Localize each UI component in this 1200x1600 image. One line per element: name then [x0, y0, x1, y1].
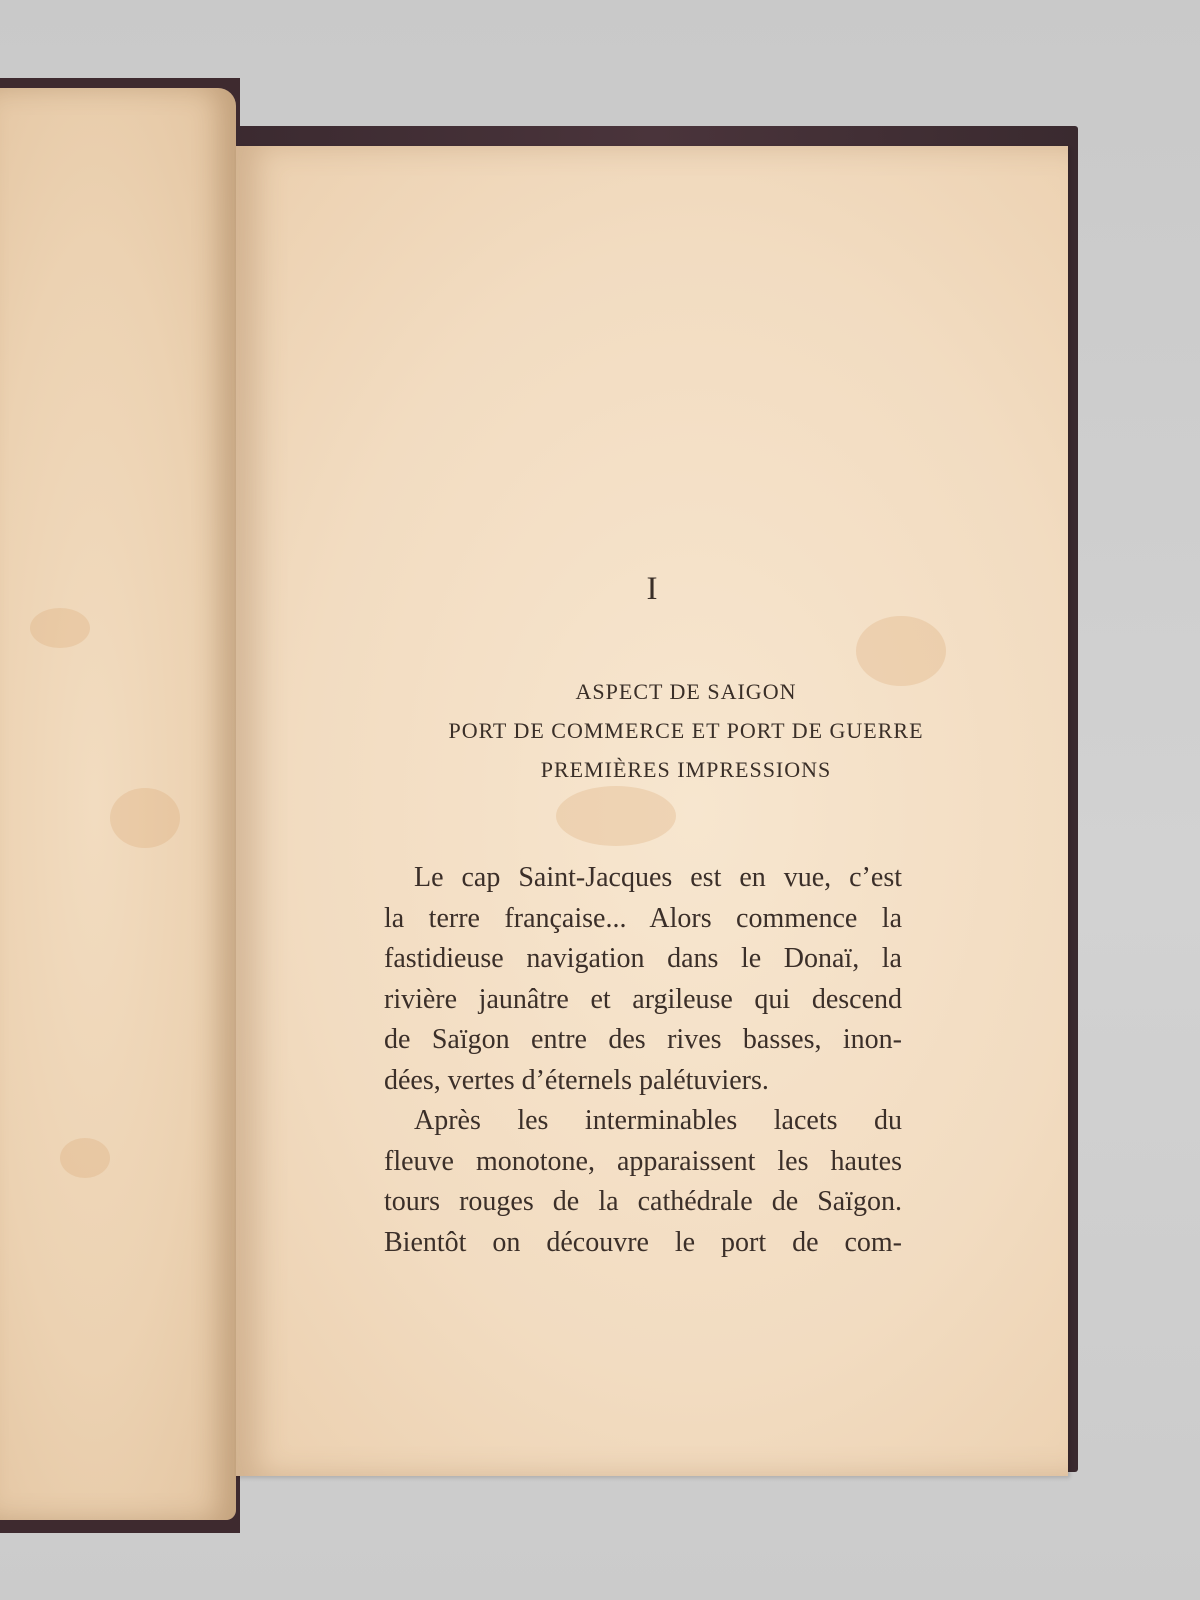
- body-text: [384, 858, 902, 1263]
- heading-line: PORT DE COMMERCE ET PORT DE GUERRE: [448, 718, 924, 743]
- heading-line: ASPECT DE SAIGON: [575, 679, 797, 704]
- text-line: Après les interminables lacets du: [414, 1105, 902, 1136]
- text-line: Le cap Saint-Jacques est en vue, c’est: [414, 862, 902, 893]
- chapter-number: I: [646, 571, 658, 607]
- text-line: fleuve monotone, apparaissent les hautes: [384, 1145, 902, 1177]
- text-line: fastidieuse navigation dans le Donaï, la: [384, 943, 902, 974]
- text-line: tours rouges de la cathédrale de Saïgon.: [384, 1186, 902, 1217]
- text-line: Bientôt on découvre le port de com-: [384, 1226, 902, 1258]
- chapter-headings: [376, 672, 996, 789]
- foxing-stain: [30, 608, 90, 648]
- text-line: rivière jaunâtre et argileuse qui descend: [384, 983, 902, 1015]
- right-page: [236, 146, 1068, 1476]
- heading-line: PREMIÈRES IMPRESSIONS: [540, 757, 832, 782]
- left-page: [0, 88, 236, 1520]
- foxing-stain: [556, 786, 676, 846]
- text-line: de Saïgon entre des rives basses, inon-: [384, 1024, 902, 1055]
- text-line: dées, vertes d’éternels palétuviers.: [384, 1064, 769, 1096]
- foxing-stain: [60, 1138, 110, 1178]
- text-line: la terre française... Alors commence la: [384, 902, 902, 934]
- foxing-stain: [110, 788, 180, 848]
